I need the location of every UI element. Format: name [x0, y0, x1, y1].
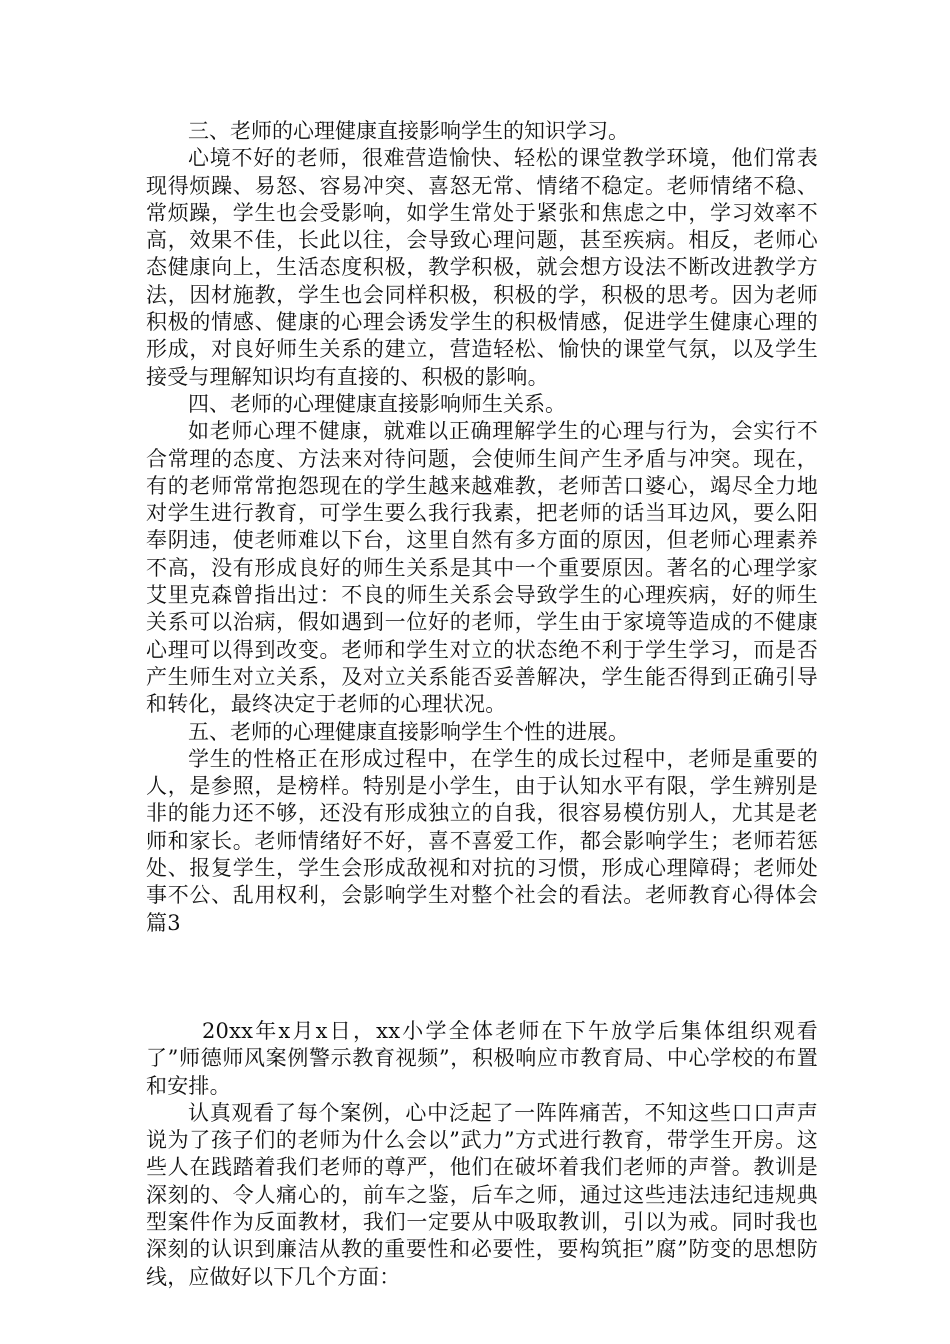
paragraph-relationship: 如老师心理不健康，就难以正确理解学生的心理与行为，会实行不合常理的态度、方法来对待问题，会使师生间产生矛盾与冲突。现在，有的老师常常抱怨现在的学生越来越难教，老师苦口婆心，竭尽全力地对学生进行教育，可学生要么我行我素，把老师的话当耳边风，要么阳奉阴违，使老师难以下台，这里自然有多方面的原因，但老师心理素养不高，没有形成良好的师生关系是其中一个重要原因。著名的心理学家艾里克森曾指出过：不良的师生关系会导致学生的心理疾病，好的师生关系可以治病，假如遇到一位好的老师，学生由于家境等造成的不健康心理可以得到改变。老师和学生对立的状态绝不利于学生学习，而是否产生师生对立关系，及对立关系能否妥善解决，学生能否得到正确引导和转化，最终决定于老师的心理状况。 — [146, 419, 818, 717]
section-heading-5: 五、老师的心理健康直接影响学生个性的进展。 — [188, 719, 629, 744]
section-heading-3: 三、老师的心理健康直接影响学生的知识学习。 — [188, 119, 629, 143]
section-gap — [146, 937, 818, 1018]
paragraph-reflection: 认真观看了每个案例，心中泛起了一阵阵痛苦，不知这些口口声声说为了孩子们的老师为什么会以”武力”方式进行教育，带学生开房。这些人在践踏着我们老师的尊严，他们在破坏着我们老师的声誉。教训是深刻的、令人痛心的，前车之鉴，后车之师，通过这些违法违纪违规典型案件作为反面教材，我们一定要从中吸取教训，引以为戒。同时我也深刻的认识到廉洁从教的重要性和必要性，要构筑拒”腐”防变的思想防线，应做好以下几个方面： — [146, 1100, 818, 1289]
paragraph-personality: 学生的性格正在形成过程中，在学生的成长过程中，老师是重要的人，是参照，是榜样。特别是小学生，由于认知水平有限，学生辨别是非的能力还不够，还没有形成独立的自我，很容易模仿别人，尤其是老师和家长。老师情绪好不好，喜不喜爱工作，都会影响学生；老师若惩处、报复学生，学生会形成敌视和对抗的习惯，形成心理障碍；老师处事不公、乱用权利，会影响学生对整个社会的看法。老师教育心得体会 篇3 — [146, 746, 818, 935]
document-page — [146, 118, 818, 1291]
section-heading-4: 四、老师的心理健康直接影响师生关系。 — [188, 391, 566, 416]
paragraph-date-event: 20xx年x月x日，xx小学全体老师在下午放学后集体组织观看了”师德师风案例警示教育视频”，积极响应市教育局、中心学校的布置和安排。 — [146, 1018, 818, 1098]
paragraph-mood: 心境不好的老师，很难营造愉快、轻松的课堂教学环境，他们常表现得烦躁、易怒、容易冲突、喜怒无常、情绪不稳定。老师情绪不稳、常烦躁，学生也会受影响，如学生常处于紧张和焦虑之中，学习效率不高，效果不佳，长此以往，会导致心理问题，甚至疾病。相反，老师心态健康向上，生活态度积极，教学积极，就会想方设法不断改进教学方法，因材施教，学生也会同样积极，积极的学，积极的思考。因为老师积极的情感、健康的心理会诱发学生的积极情感，促进学生健康心理的形成，对良好师生关系的建立，营造轻松、愉快的课堂气氛，以及学生接受与理解知识均有直接的、积极的影响。 — [146, 146, 818, 389]
